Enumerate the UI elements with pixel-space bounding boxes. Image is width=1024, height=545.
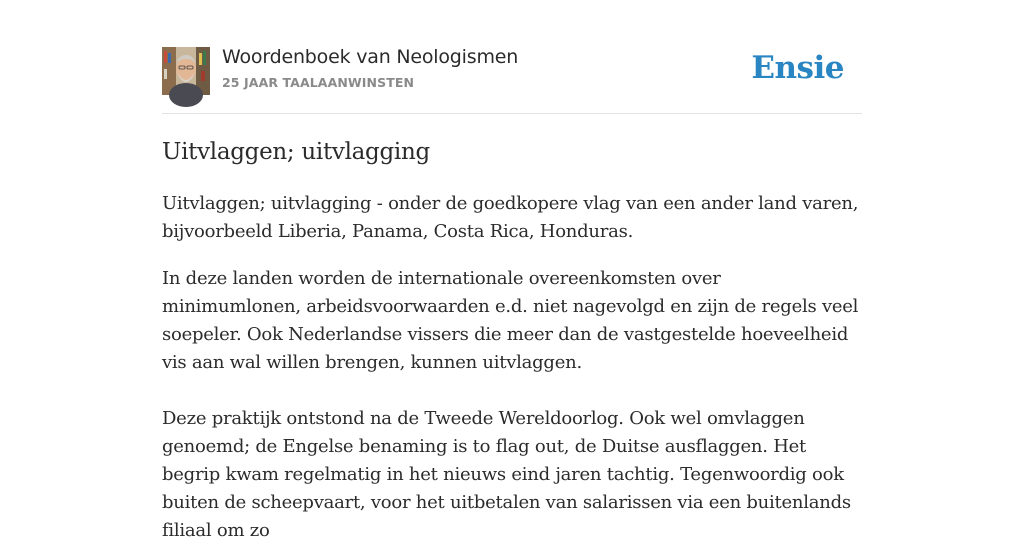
entry-paragraph: In deze landen worden de internationale overeenkomsten over minimumlonen, arbeidsvoorwaarden e.d. niet nagevolgd en zijn de regels veel soepeler. Ook Nederlandse vissers die meer dan de vastgestelde hoeveelheid vis aan wal willen brengen, kunnen uitvlaggen. Deze praktijk ontstond na de Tweede Wereldoorlog. Ook wel omvlaggen genoemd; de Engelse benaming is to flag out, de Duitse ausflaggen. Het begrip kwam regelmatig in het nieuws eind jaren tachtig. Tegenwoordig ook buiten de scheepvaart, voor het uitbetalen van salarissen via een buitenlands filiaal om zo [162, 268, 859, 541]
entry-paragraph: Uitvlaggen; uitvlagging - onder de goedkopere vlag van een ander land varen, bijvoorbeeld Liberia, Panama, Costa Rica, Honduras. [162, 193, 859, 242]
entry-title: Uitvlaggen; uitvlagging [162, 139, 430, 165]
header-divider [162, 113, 862, 114]
ensie-logo[interactable]: Ensie [751, 50, 844, 86]
entry-content [162, 136, 862, 545]
portrait-avatar-icon[interactable] [162, 47, 210, 95]
author-name[interactable]: Woordenboek van Neologismen [222, 46, 519, 68]
header [162, 46, 862, 96]
author-subtitle: 25 JAAR TAALAANWINSTEN [222, 75, 415, 90]
